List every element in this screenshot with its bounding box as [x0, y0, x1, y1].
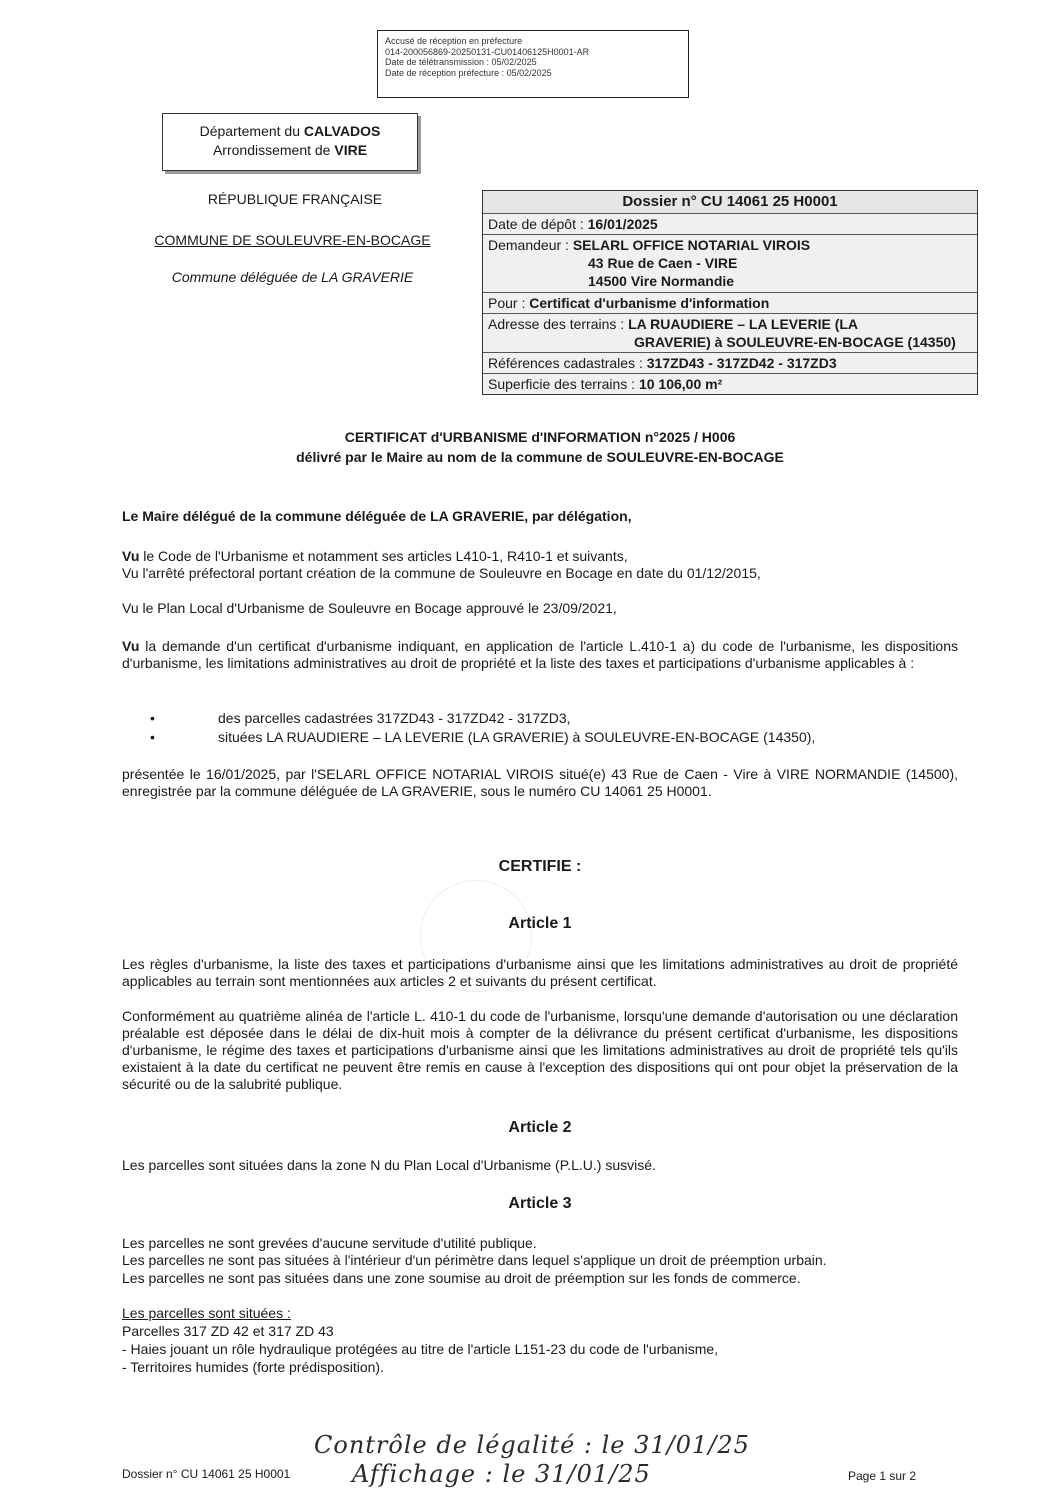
handwritten-controle: Contrôle de légalité : le 31/01/25	[314, 1431, 750, 1459]
arrondissement-name: VIRE	[334, 142, 368, 158]
depot-value: 16/01/2025	[587, 216, 658, 232]
bullet-text: des parcelles cadastrées 317ZD43 - 317ZD42 - 317ZD3,	[218, 710, 571, 726]
republic-heading: RÉPUBLIQUE FRANÇAISE	[207, 191, 383, 207]
vu-text: le Code de l'Urbanisme et notamment ses articles L410-1, R410-1 et suivants,	[139, 548, 628, 564]
dossier-pour-row	[483, 292, 977, 313]
article-3-line-1: Les parcelles ne sont grevées d'aucune servitude d'utilité publique.	[122, 1235, 537, 1251]
dossier-box	[482, 190, 978, 395]
certificate-subtitle: délivré par le Maire au nom de la commune de SOULEUVRE-EN-BOCAGE	[296, 449, 784, 465]
list-item	[150, 728, 950, 747]
department-line	[163, 122, 417, 141]
vu-code	[122, 548, 958, 565]
stamp-line: 014-200056869-20250131-CU01406125H0001-AR	[385, 46, 590, 57]
bullet-dot: •	[150, 729, 155, 745]
pour-label: Pour :	[488, 295, 530, 311]
article-2-paragraph: Les parcelles sont situées dans la zone N du Plan Local d'Urbanisme (P.L.U.) susvisé.	[122, 1157, 656, 1173]
footer-dossier-number: Dossier n° CU 14061 25 H0001	[122, 1467, 291, 1481]
article-3-line-3: Les parcelles ne sont pas situées dans une zone soumise au droit de préemption sur les fonds de commerce.	[122, 1270, 801, 1286]
dossier-title: Dossier n° CU 14061 25 H0001	[483, 191, 977, 213]
demandeur-label: Demandeur :	[488, 237, 573, 253]
vu-keyword: Vu	[122, 638, 140, 654]
demandeur-name: SELARL OFFICE NOTARIAL VIROIS	[572, 237, 811, 253]
stamp-line: Date de télétransmission : 05/02/2025	[385, 57, 537, 67]
vu-keyword: Vu	[122, 548, 140, 564]
department-name: CALVADOS	[303, 123, 381, 139]
article-3-title: Article 3	[508, 1195, 572, 1212]
dossier-adresse-row	[483, 313, 977, 352]
list-item	[150, 709, 950, 728]
situees-line-3: - Territoires humides (forte prédisposition).	[122, 1359, 384, 1375]
demandeur-city: 14500 Vire Normandie	[588, 273, 735, 289]
refs-value: 317ZD43 - 317ZD42 - 317ZD3	[646, 355, 837, 371]
adresse-value: LA RUAUDIERE – LA LEVERIE (LA	[628, 316, 859, 332]
handwritten-affichage: Affichage : le 31/01/25	[352, 1460, 651, 1488]
superficie-label: Superficie des terrains :	[488, 376, 639, 392]
department-box	[162, 113, 418, 171]
situees-line-1: Parcelles 317 ZD 42 et 317 ZD 43	[122, 1323, 334, 1339]
vu-demande	[122, 638, 958, 672]
dossier-depot-row	[483, 213, 977, 234]
vu-text: la demande d'un certificat d'urbanisme indiquant, en application de l'article L.410-1 a) du code de l'urbanisme, les dispositions d'urbanisme, les limitations administratives au droit de propriété et la liste des taxes et participations d'urbanisme applicables à :	[122, 638, 958, 671]
article-1-paragraph-1: Les règles d'urbanisme, la liste des taxes et participations d'urbanisme ainsi que les limitations administratives au droit de propriété applicables au terrain sont mentionnées aux articles 2 et suivants du présent certificat.	[122, 956, 958, 989]
depot-label: Date de dépôt :	[488, 216, 588, 232]
article-1-title: Article 1	[508, 915, 572, 932]
adresse-value-cont: GRAVERIE) à SOULEUVRE-EN-BOCAGE (14350)	[634, 334, 956, 350]
dossier-refs-row	[483, 352, 977, 373]
pour-value: Certificat d'urbanisme d'information	[529, 295, 770, 311]
refs-label: Références cadastrales :	[488, 355, 647, 371]
situees-line-2: - Haies jouant un rôle hydraulique protégées au titre de l'article L151-23 du code de l'urbanisme,	[122, 1341, 719, 1357]
presentee-paragraph: présentée le 16/01/2025, par l'SELARL OFFICE NOTARIAL VIROIS situé(e) 43 Rue de Caen - Vire à VIRE NORMANDIE (14500), enregistrée par la commune déléguée de LA GRAVERIE, sous le numéro CU 14061 25 H0001.	[122, 766, 958, 799]
reception-stamp	[377, 30, 689, 98]
maire-line: Le Maire délégué de la commune déléguée de LA GRAVERIE, par délégation,	[122, 508, 632, 524]
superficie-value: 10 106,00 m²	[638, 376, 723, 392]
commune-deleguee: Commune déléguée de LA GRAVERIE	[171, 269, 414, 285]
bullet-text: situées LA RUAUDIERE – LA LEVERIE (LA GRAVERIE) à SOULEUVRE-EN-BOCAGE (14350),	[218, 729, 816, 745]
dossier-superficie-row	[483, 373, 977, 394]
stamp-line: Accusé de réception en préfecture	[385, 36, 523, 46]
article-1-paragraph-2: Conformément au quatrième alinéa de l'article L. 410-1 du code de l'urbanisme, lorsqu'une demande d'autorisation ou une déclaration préalable est déposée dans le délai de dix-huit mois à compter de la délivrance du présent certificat d'urbanisme, les dispositions d'urbanisme, le régime des taxes et participations d'urbanisme ainsi que les limitations administratives au droit de propriété tels qu'ils existaient à la date du certificat ne peuvent être remis en cause à l'exception des dispositions qui ont pour objet la préservation de la sécurité ou de la salubrité publique.	[122, 1008, 958, 1092]
department-prefix: Département du	[199, 123, 304, 139]
dossier-demandeur-row	[483, 234, 977, 292]
stamp-line: Date de réception préfecture : 05/02/2025	[385, 67, 552, 78]
bullet-dot: •	[150, 710, 155, 726]
parcel-bullet-list	[150, 709, 950, 747]
commune-heading: COMMUNE DE SOULEUVRE-EN-BOCAGE	[154, 232, 431, 248]
certificate-title: CERTIFICAT d'URBANISME d'INFORMATION n°2025 / H006	[344, 429, 736, 445]
page-number: Page 1 sur 2	[848, 1469, 917, 1483]
vu-arrete: Vu l'arrêté préfectoral portant création de la commune de Souleuvre en Bocage en date du 01/12/2015,	[122, 565, 761, 581]
adresse-line	[488, 315, 972, 333]
article-3-line-2: Les parcelles ne sont pas situées à l'intérieur d'un périmètre dans lequel s'applique un droit de préemption urbain.	[122, 1252, 827, 1268]
arrondissement-prefix: Arrondissement de	[212, 142, 335, 158]
article-2-title: Article 2	[508, 1119, 572, 1136]
demandeur-address: 43 Rue de Caen - VIRE	[588, 255, 738, 271]
vu-plu: Vu le Plan Local d'Urbanisme de Souleuvre en Bocage approuvé le 23/09/2021,	[122, 600, 617, 616]
demandeur-line	[488, 236, 972, 254]
adresse-label: Adresse des terrains :	[488, 316, 629, 332]
arrondissement-line	[163, 141, 417, 160]
certifie-heading: CERTIFIE :	[498, 858, 582, 875]
situees-heading: Les parcelles sont situées :	[122, 1305, 291, 1321]
